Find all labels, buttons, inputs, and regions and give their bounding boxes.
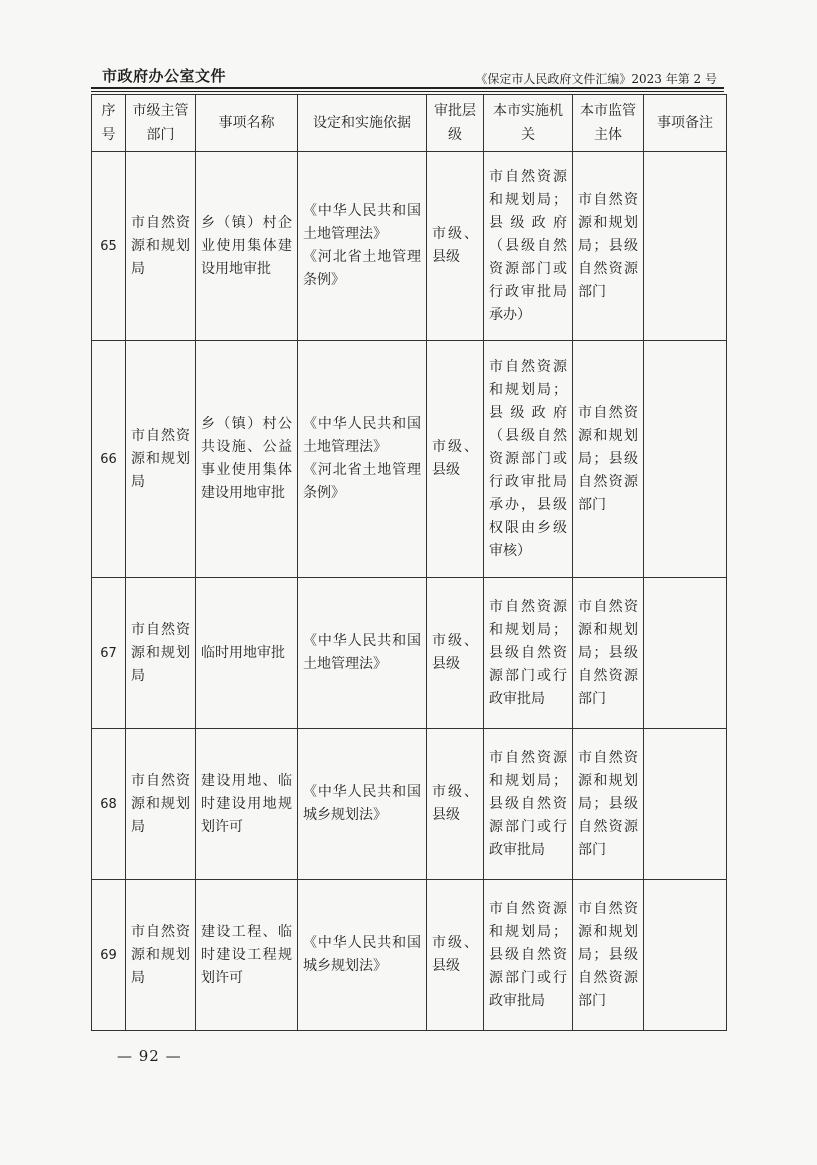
row-agency: 市自然资源和规划局；县级自然资源部门或行政审批局 <box>484 729 573 880</box>
row-basis <box>298 880 427 1031</box>
basis-law: 《中华人民共和国土地管理法》 <box>303 203 421 242</box>
row-dept: 市自然资源和规划局 <box>126 152 196 341</box>
row-seq: 65 <box>92 152 126 341</box>
table-row <box>92 729 727 880</box>
row-dept: 市自然资源和规划局 <box>126 578 196 729</box>
header-seq: 序号 <box>92 95 126 152</box>
row-item-name: 建设用地、临时建设用地规划许可 <box>196 729 298 880</box>
row-supervisor: 市自然资源和规划局；县级自然资源部门 <box>573 880 644 1031</box>
row-agency: 市自然资源和规划局；县级自然资源部门或行政审批局 <box>484 578 573 729</box>
row-basis <box>298 152 427 341</box>
row-level: 市级、县级 <box>427 152 484 341</box>
header-dept: 市级主管部门 <box>126 95 196 152</box>
row-seq: 66 <box>92 341 126 578</box>
header-agency: 本市实施机关 <box>484 95 573 152</box>
row-level: 市级、县级 <box>427 578 484 729</box>
row-supervisor: 市自然资源和规划局；县级自然资源部门 <box>573 729 644 880</box>
row-seq: 68 <box>92 729 126 880</box>
row-dept: 市自然资源和规划局 <box>126 729 196 880</box>
row-item-name: 乡（镇）村企业使用集体建设用地审批 <box>196 152 298 341</box>
header-rule-thin <box>91 91 724 92</box>
row-basis <box>298 341 427 578</box>
basis-law: 《中华人民共和国城乡规划法》 <box>303 935 421 974</box>
basis-law: 《中华人民共和国土地管理法》 <box>303 633 421 672</box>
document-source-title: 市政府办公室文件 <box>102 67 227 85</box>
row-note <box>644 729 727 880</box>
row-note <box>644 152 727 341</box>
row-note <box>644 578 727 729</box>
row-dept: 市自然资源和规划局 <box>126 341 196 578</box>
header-item-name: 事项名称 <box>196 95 298 152</box>
table-header-row <box>92 95 727 152</box>
header-note: 事项备注 <box>644 95 727 152</box>
row-supervisor: 市自然资源和规划局；县级自然资源部门 <box>573 152 644 341</box>
basis-law: 《中华人民共和国土地管理法》 <box>303 416 421 455</box>
row-item-name: 临时用地审批 <box>196 578 298 729</box>
row-note <box>644 880 727 1031</box>
row-level: 市级、县级 <box>427 880 484 1031</box>
row-level: 市级、县级 <box>427 729 484 880</box>
row-seq: 67 <box>92 578 126 729</box>
basis-law: 《中华人民共和国城乡规划法》 <box>303 784 421 823</box>
header-supervisor: 本市监管主体 <box>573 95 644 152</box>
row-supervisor: 市自然资源和规划局；县级自然资源部门 <box>573 341 644 578</box>
row-agency: 市自然资源和规划局；县级自然资源部门或行政审批局 <box>484 880 573 1031</box>
row-level: 市级、县级 <box>427 341 484 578</box>
row-supervisor: 市自然资源和规划局；县级自然资源部门 <box>573 578 644 729</box>
table-row <box>92 152 727 341</box>
header-rule <box>91 87 724 89</box>
page-number: — 92 — <box>117 1047 182 1065</box>
row-agency: 市自然资源和规划局；县级政府（县级自然资源部门或行政审批局承办，县级权限由乡级审核） <box>484 341 573 578</box>
row-note <box>644 341 727 578</box>
row-basis <box>298 729 427 880</box>
row-seq: 69 <box>92 880 126 1031</box>
row-item-name: 建设工程、临时建设工程规划许可 <box>196 880 298 1031</box>
basis-regulation: 《河北省土地管理条例》 <box>303 249 421 288</box>
row-dept: 市自然资源和规划局 <box>126 880 196 1031</box>
header-level: 审批层级 <box>427 95 484 152</box>
compilation-issue-label: 《保定市人民政府文件汇编》2023 年第 2 号 <box>475 72 717 86</box>
row-agency: 市自然资源和规划局；县级政府（县级自然资源部门或行政审批局承办） <box>484 152 573 341</box>
row-item-name: 乡（镇）村公共设施、公益事业使用集体建设用地审批 <box>196 341 298 578</box>
basis-regulation: 《河北省土地管理条例》 <box>303 462 421 501</box>
table-row <box>92 880 727 1031</box>
table-row <box>92 578 727 729</box>
row-basis <box>298 578 427 729</box>
table-row <box>92 341 727 578</box>
approval-items-table <box>91 94 727 1031</box>
header-basis: 设定和实施依据 <box>298 95 427 152</box>
